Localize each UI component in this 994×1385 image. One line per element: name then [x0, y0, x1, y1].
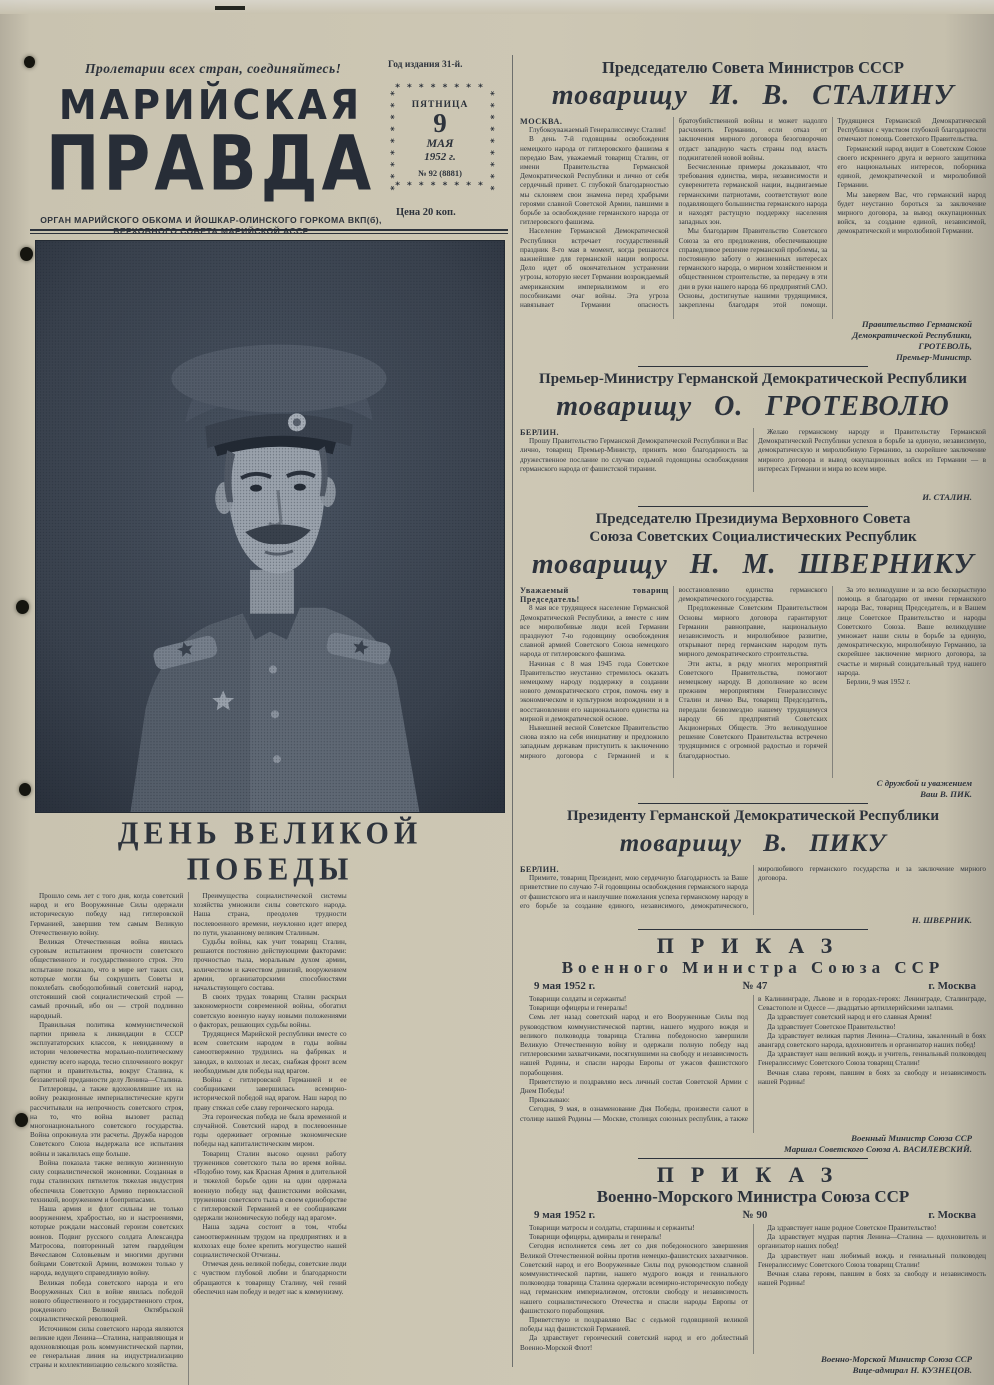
order-meta [520, 1207, 986, 1224]
masthead-rule [30, 229, 508, 234]
order-place: г. Москва [928, 1209, 976, 1221]
order-army-minister [520, 933, 986, 1155]
star-ornament: * * * * * * * * [395, 181, 485, 191]
section-rule [638, 506, 868, 507]
date-day: 9 [433, 108, 447, 138]
section-rule [638, 1158, 868, 1159]
order-navy-minister [520, 1162, 986, 1376]
telegram-body: БЕРЛИН. Примите, товарищ Президент, мою сердечную благодарность за Ваше приветствие по случаю 7-й годовщины освобождения германского народа от фашистского ига и наилучшие пожелания успеха германскому народу в его борьбе за создание единого, независимого, демократического, миролюбивого германского государства и за заключение мирного договора. [520, 865, 986, 910]
telegram-to-grotewohl [520, 370, 986, 503]
newspaper-nameplate [38, 81, 383, 209]
order-body: Товарищи солдаты и сержанты! Товарищи офицеры и генералы! Семь лет назад советский народ и его Вооруженные Силы под руководством коммунистической партии, нашего мудрого вождя и великого полководца товарища Сталина победоносно завершили Великую Отечественную войну и одержали полную победу над гитлеровскими захватчиками, посягнувшими на свободу и независимость нашей Родины, и спасли народы Европы от ужасов фашистского порабощения. Приветствую и поздравляю весь личный состав Советской Армии с Днем Победы! Приказываю: Сегодня, 9 мая, в ознаменование Дня Победы, произвести салют в столице нашей Родины — Москве, столицах союзных республик, а также в Калининграде, Львове и в городах-героях: Ленинграде, Сталинграде, Севастополе и Одессе — двадцатью артиллерийскими залпами. Да здравствует советский народ и его славная Армия! Да здравствует Советское Правительство! Да здравствует великая партия Ленина—Сталина, закаленный в боях авангард советского народа, вдохновитель и организатор наших побед! Да здравствует наш великий вождь и учитель, гениальный полководец Генералиссимус Советского Союза товарищ Сталин! Вечная слава героям, павшим в боях за свободу и независимость нашей Родины! [520, 995, 986, 1123]
order-date: 9 мая 1952 г. [534, 980, 596, 992]
order-subtitle: Военного Министра Союза ССР [561, 958, 945, 977]
punch-hole [20, 247, 33, 261]
masthead-slogan: Пролетарии всех стран, соединяйтесь! [85, 61, 342, 76]
order-body: Товарищи матросы и солдаты, старшины и сержанты! Товарищи офицеры, адмиралы и генералы! Сегодня исполняется семь лет со дня победоносного завершения Великой Отечественной войны против немецко-фашистских захватчиков. Советский народ и его Вооруженные Силы под руководством славной коммунистической партии, нашего мудрого вождя и гениального полководца товарища Сталина одержали всемирно-историческую победу над германским империализмом, отстояли свободу и независимость нашего социалистического Отечества и спасли народы Европы от фашистского порабощения. Приветствую и поздравляю Вас с седьмой годовщиной великой победы над фашистской Германией. Да здравствует героический советский народ и его доблестный Военно-Морской Флот! Да здравствует наше родное Советское Правительство! Да здравствует мудрая партия Ленина—Сталина — вдохновитель и организатор наших побед! Да здравствует наш любимый вождь и гениальный полководец Генералиссимус Советского Союза товарищ Сталин! Вечная слава героям, павшим в боях за свободу и независимость нашей Родины! [520, 1224, 986, 1352]
punch-hole [24, 56, 35, 68]
telegram-body: БЕРЛИН. Прошу Правительство Германской Демократической Республики и Вас лично, товарищ Премьер-Министр, принять мою благодарность за дружественное послание по случаю седьмой годовщины освобождения германского народа от фашистской тирании. Желаю германскому народу и Правительству Германской Демократической Республики успехов в борьбе за единую, независимую, демократическую и миролюбивую Германию, за скорейшее заключение мирного договора и вывод оккупационных войск из Германии — в интересах Германии и мира во всем мире. [520, 428, 986, 473]
telegram-addressee: товарищу И. В. СТАЛИНУ [551, 80, 955, 111]
issue-number: № 92 (8881) [418, 168, 462, 178]
victory-day-article [30, 818, 510, 1385]
telegram-kicker: Премьер-Министру Германской Демократической Республики [539, 371, 967, 387]
telegram-body: Уважаемый товарищ Председатель! 8 мая все трудящееся население Германской Демократической Республики, а вместе с ним все миролюбивые люди всей Германии празднуют 7-ю годовщину освобождения славной армией Советского Союза немецкого народа от гитлеровского фашизма. Начиная с 8 мая 1945 года Советское Правительство неустанно стремилось оказать немецкому народу поддержку в создании нового демократического строя, помочь ему в экономическом и культурном возрождении и в восстановлении его национального единства на мирной и демократической основе. Нынешней весной Советское Правительство снова взяло на себя инициативу и предложило западным державам приступить к заключению мирного договора с Германией и к восстановлению единства германского демократического государства. Предложенные Советским Правительством Основы мирного договора гарантируют Германии равноправие, национальную независимость и миролюбивое развитие, открывают перед германским народом путь мирного демократического строительства. Эти акты, в ряду многих мероприятий Советского Правительства, помогают немецкому народу. В дополнение ко всем прежним мероприятиям Генералиссимус Сталин и лично Вы, товарищ Председатель, передали безвозмездно нашему трудящемуся народу 66 предприятий Советских Акционерных Обществ. Это великодушное решение Советского Правительства встречено трудящимися с огромной радостью и горячей благодарностью. За это великодушие и за всю бескорыстную помощь я благодарю от имени германского народа Вас, товарищ Председатель, и в Вашем лице Советское Правительство и народы Советского Союза. Ваше великодушие умножает наши силы в борьбе за единую, демократическую, миролюбивую Германию, за скорейшее заключение мирного договора, за счастье и мирный созидательный труд нашего народа. Берлин, 9 мая 1952 г. [520, 586, 986, 760]
date-weekday: ПЯТНИЦА [411, 100, 469, 110]
stalin-portrait-illustration [36, 241, 504, 812]
telegram-to-shvernik [520, 510, 986, 800]
order-meta [520, 978, 986, 995]
telegram-signature: И. СТАЛИН. [922, 492, 972, 502]
telegram-kicker-line1: Председателю Президиума Верховного Совета [595, 511, 911, 527]
punch-hole [19, 783, 31, 796]
edition-year: Год издания 31-й. [388, 60, 463, 70]
stalin-portrait-photo [35, 240, 505, 813]
telegram-addressee: товарищу О. ГРОТЕВОЛЮ [556, 391, 950, 422]
nameplate-line1: МАРИЙСКАЯ [58, 81, 363, 129]
star-ornament: * * * * * * * * * [485, 91, 495, 193]
section-rule [638, 366, 868, 367]
order-date: 9 мая 1952 г. [534, 1209, 596, 1221]
date-box [385, 83, 495, 200]
right-column [520, 58, 986, 1376]
order-signature: Военный Министр Союза ССР Маршал Советского Союза А. ВАСИЛЕВСКИЙ. [784, 1133, 972, 1154]
star-ornament: * * * * * * * * * [385, 91, 395, 193]
telegram-kicker: Председателю Совета Министров СССР [602, 58, 904, 77]
telegram-body: МОСКВА. Глубокоуважаемый Генералиссимус Сталин! В день 7-й годовщины освобождения немецкого народа от гитлеровского фашизма я передаю Вам, уважаемый товарищ Сталин, от имени Правительства Германской Демократической Республики и лично от себя сердечный привет. С глубокой благодарностью мы склоняем свои знамена перед храбрыми героями славной Советской Армии, павшими в борьбе за освобождение германского народа от гитлеровского фашизма. Население Германской Демократической Республики встречает государственный праздник 8-го мая в момент, когда решаются важнейшие для германской нации вопросы. Дело идет об окончательном устранении угрозы, которую несет Германии возрождаемый американским империализмом и его пособниками очаг войны. Эта угроза навязывает Германии опасность братоубийственной войны и может надолго расчленить Германию, если отказ от заключения мирного договора безоговорочно отдаст западную часть страны под власть поджигателей новой войны. Бесчисленные примеры доказывают, что требования единства, мира, независимости и суверенитета германской нации, выдвигаемые германскими патриотами, соответствуют воле подавляющего большинства германского народа и находят растущую поддержку населения западных зон. Мы благодарим Правительство Советского Союза за его предложения, обеспечивающие справедливое решение германской проблемы, за постоянную заботу о жизненных интересах германского народа, о мирном хозяйственном и общественном строительстве, за передачу в эти дни в руки нашего народа 66 предприятий САО. Основы, достигнутые нашими трудящимися, закреплены благодаря этой помощи. Трудящиеся Германской Демократической Республики с чувством глубокой благодарности отмечают помощь Советского Правительства. Германский народ видит в Советском Союзе своего искреннего друга и верного защитника его национальных интересов, поборника единой, демократической и миролюбивой Германии. Мы заверяем Вас, что германский народ будет неустанно бороться за заключение мирного договора, за вывод оккупационных войск, за создание единой, независимой, демократической и миролюбивой Германии. [520, 117, 986, 310]
price: Цена 20 коп. [396, 207, 456, 218]
scan-mark [215, 6, 245, 10]
punch-hole [16, 600, 29, 614]
telegram-signature: Н. ШВЕРНИК. [911, 915, 972, 925]
order-number: № 90 [742, 1209, 768, 1221]
date-month: МАЯ [426, 136, 454, 150]
organ-line: ОРГАН МАРИЙСКОГО ОБКОМА И ЙОШКАР-ОЛИНСКОГО ГОРКОМА ВКП(б), ВЕРХОВНОГО СОВЕТА МАРИЙСКОЙ АССР [40, 215, 382, 236]
telegram-kicker-line2: Союза Советских Социалистических Республик [589, 529, 917, 545]
victory-headline: ДЕНЬ ВЕЛИКОЙ ПОБЕДЫ [117, 816, 423, 887]
telegram-to-pieck [520, 807, 986, 926]
telegram-signature: С дружбой и уважением Ваш В. ПИК. [876, 778, 972, 799]
telegram-addressee: товарищу В. ПИКУ [619, 830, 887, 857]
telegram-addressee: товарищу Н. М. ШВЕРНИКУ [531, 549, 975, 580]
punch-hole [15, 1113, 28, 1127]
telegram-signature: Правительство Германской Демократической Республики, ГРОТЕВОЛЬ, Премьер-Министр. [852, 319, 972, 362]
section-rule [638, 929, 868, 930]
nameplate-line2: ПРАВДА [45, 121, 376, 209]
section-rule [638, 803, 868, 804]
order-title: ПРИКАЗ [656, 1162, 850, 1187]
star-ornament: * * * * * * * * [395, 83, 485, 93]
date-year: 1952 г. [424, 151, 456, 163]
order-title: ПРИКАЗ [656, 933, 850, 958]
order-place: г. Москва [928, 980, 976, 992]
telegram-to-stalin [520, 58, 986, 363]
order-signature: Военно-Морской Министр Союза ССР Вице-адмирал Н. КУЗНЕЦОВ. [821, 1354, 972, 1375]
column-divider [512, 55, 513, 1367]
order-subtitle: Военно-Морского Министра Союза ССР [596, 1187, 910, 1206]
order-number: № 47 [742, 980, 768, 992]
telegram-kicker: Президенту Германской Демократической Республики [566, 808, 940, 824]
victory-article-text: Прошло семь лет с того дня, когда советский народ и его Вооруженные Силы одержали историческую победу над гитлеровской Германией, завершив тем самым Великую Отечественную войну. Великая Отечественная война явилась суровым испытанием прочности советского общественного и государственного строя. Это испытание показало, что в мире нет таких сил, которые могли бы сокрушить Советы и поколебать свободолюбивый советский народ, отстоявший свой социалистический строй — самый прочный, ибо он — строй подлинно народный. Правильная политика коммунистической партии привела к ликвидации в СССР эксплуататорских классов, к невиданному в истории человечества морально-политическому единству всего народа, тесно сплоченного вокруг партии и правительства, вокруг Сталина, к беззаветной преданности делу Ленина—Сталина. Гитлеровцы, а также вдохновлявшие их на войну реакционные империалистические круги рассчитывали на непрочность советского строя, на то, что война вызовет распад многонационального советского государства. Война опрокинула эти расчеты. Дружба народов Советского Союза выдержала все испытания войны и закалилась еще больше. Война показала также великую жизненную силу социалистической экономики. Созданная в годы сталинских пятилеток тяжелая индустрия обеспечила Советскую Армию первоклассной техникой, вооружением и боеприпасами. Наша армия и флот сильны не только вооружением, храбростью, но и настроениями, которые рождали массовый героизм советских воинов. Подвиг русского солдата Александра Матросова, повторенный затем гвардейцем Вячеславом Соловьевым и многими другими бойцами Советской Армии, возможен только у народа, ведущего справедливую войну. Великая победа советского народа и его Вооруженных Сил в войне явилась победой нового общественного и государственного строя, рожденного Великой Октябрьской социалистической революцией. Источником силы советского народа являются великие идеи Ленина—Сталина, направляющая и вдохновляющая роль коммунистической партии, ее генеральная линия на индустриализацию страны и коллективизацию сельского хозяйства. Преимущества социалистической системы хозяйства умножили силы советского народа. Наша страна, преодолев трудности послевоенного времени, неуклонно идет вперед по пути, указанному великим Сталиным. Судьбы войны, как учит товарищ Сталин, решаются постоянно действующими факторами: прочностью тыла, моральным духом армии, количеством и качеством дивизий, вооружением армии, организаторскими способностями начальствующего состава. В своих трудах товарищ Сталин раскрыл закономерности современной войны, обогатил советскую военную науку новыми положениями о факторах, решающих судьбы войны. Трудящиеся Марийской республики вместе со всем советским народом в годы войны самоотверженно трудились на фабриках и заводах, в колхозах и лесах, снабжая фронт всем необходимым для победы над врагом. Война с гитлеровской Германией и ее сообщниками завершилась всемирно-исторической победой над врагом. Наш народ по праву стяжал себе славу героического народа. Эта героическая победа не была временной и случайной. Советский народ в послевоенные годы одерживает огромные экономические победы над капиталистическим миром. Товарищ Сталин высоко оценил работу тружеников советского тыла во время войны. «Подобно тому, как Красная Армия в длительной и тяжелой борьбе один на один одержала военную победу над фашистскими войсками, труженики советского тыла в своем единоборстве с гитлеровской Германией и ее сообщниками одержали экономическую победу над врагом». Наша задача состоит в том, чтобы самоотверженным трудом на предприятиях и в колхозах еще более крепить могущество нашей социалистической Отчизны. Отмечая день великой победы, советские люди с чувством глубокой любви и благодарности обращаются к товарищу Сталину, чей гений обеспечил нам победу и ведет нас к коммунизму. [30, 892, 347, 1370]
